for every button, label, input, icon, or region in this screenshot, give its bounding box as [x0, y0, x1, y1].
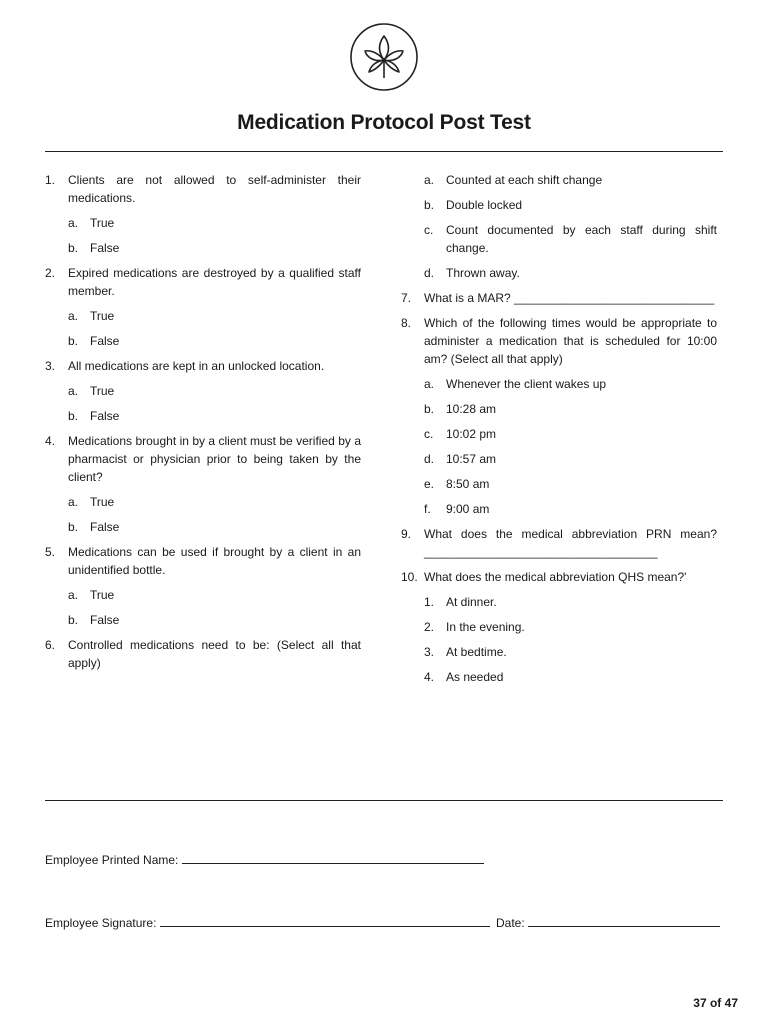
answer-option — [68, 407, 361, 425]
answer-option — [424, 500, 717, 518]
option-label: d. — [424, 266, 435, 280]
option-text: Double locked — [446, 198, 523, 212]
answer-option — [424, 668, 717, 686]
answer-option — [424, 425, 717, 443]
option-label: b. — [68, 613, 79, 627]
answer-option — [424, 618, 717, 636]
answer-option — [424, 475, 717, 493]
option-label: b. — [424, 198, 435, 212]
question-text: All medications are kept in an unlocked location. — [68, 359, 325, 373]
page-title: Medication Protocol Post Test — [237, 111, 531, 134]
date-row — [496, 915, 720, 930]
option-text: In the evening. — [446, 620, 525, 634]
question-item — [45, 432, 361, 486]
option-text: 10:02 pm — [446, 427, 497, 441]
date-label: Date: — [496, 916, 525, 930]
title-divider — [45, 151, 723, 152]
option-text: Count documented by each staff during shift change. — [446, 223, 717, 255]
page-current: 37 — [693, 996, 707, 1010]
option-label: 2. — [424, 620, 435, 634]
answer-option — [424, 375, 717, 393]
answer-option — [424, 221, 717, 257]
option-label: b. — [68, 409, 79, 423]
answer-option — [68, 493, 361, 511]
question-text: Which of the following times would be appropriate to administer a medication that is scheduled for 10:00 am? (Select all that apply) — [424, 316, 717, 366]
option-label: a. — [68, 588, 79, 602]
option-label: b. — [68, 520, 79, 534]
question-number: 7. — [401, 291, 412, 305]
option-text: At dinner. — [446, 595, 497, 609]
printed-name-field[interactable] — [182, 852, 484, 864]
option-label: 3. — [424, 645, 435, 659]
question-item — [401, 525, 717, 561]
option-text: Whenever the client wakes up — [446, 377, 607, 391]
option-label: f. — [424, 502, 431, 516]
option-label: d. — [424, 452, 435, 466]
option-text: True — [90, 216, 115, 230]
question-text: Medications can be used if brought by a client in an unidentified bottle. — [68, 545, 361, 577]
option-label: a. — [424, 377, 435, 391]
option-label: b. — [68, 241, 79, 255]
question-text: What does the medical abbreviation PRN mean? ___________________________________ — [424, 527, 717, 559]
signature-row — [45, 915, 490, 930]
answer-option — [68, 239, 361, 257]
option-text: False — [90, 409, 120, 423]
option-text: At bedtime. — [446, 645, 507, 659]
question-text: What is a MAR? ______________________________ — [424, 291, 715, 305]
question-text: Controlled medications need to be: (Select all that apply) — [68, 638, 361, 670]
question-item — [45, 543, 361, 579]
questions-left-column — [45, 171, 361, 679]
question-number: 10. — [401, 570, 418, 584]
option-text: True — [90, 309, 115, 323]
option-label: 4. — [424, 670, 435, 684]
answer-option — [424, 400, 717, 418]
answer-option — [68, 586, 361, 604]
option-text: Counted at each shift change — [446, 173, 603, 187]
signature-divider — [45, 800, 723, 801]
option-label: a. — [68, 495, 79, 509]
option-label: b. — [424, 402, 435, 416]
option-label: a. — [424, 173, 435, 187]
question-item — [401, 289, 717, 307]
answer-option — [424, 643, 717, 661]
questions-right-column — [401, 171, 717, 693]
answer-option — [68, 332, 361, 350]
question-number: 3. — [45, 359, 56, 373]
question-number: 4. — [45, 434, 56, 448]
option-text: 10:57 am — [446, 452, 497, 466]
option-text: False — [90, 520, 120, 534]
question-text: Medications brought in by a client must be verified by a pharmacist or physician prior to being taken by the client? — [68, 434, 361, 484]
option-text: 10:28 am — [446, 402, 497, 416]
option-label: 1. — [424, 595, 435, 609]
question-number: 6. — [45, 638, 56, 652]
leaf-logo-icon — [349, 22, 419, 92]
option-text: As needed — [446, 670, 504, 684]
option-label: e. — [424, 477, 435, 491]
answer-option — [424, 264, 717, 282]
question-text: Clients are not allowed to self-administer their medications. — [68, 173, 361, 205]
question-item — [401, 314, 717, 368]
question-item — [45, 264, 361, 300]
option-text: False — [90, 613, 120, 627]
option-label: a. — [68, 384, 79, 398]
answer-option — [424, 196, 717, 214]
option-text: True — [90, 588, 115, 602]
answer-option — [424, 593, 717, 611]
page-of: of — [709, 996, 722, 1010]
question-number: 2. — [45, 266, 56, 280]
date-field[interactable] — [528, 915, 720, 927]
option-text: Thrown away. — [446, 266, 520, 280]
option-label: b. — [68, 334, 79, 348]
question-text: Expired medications are destroyed by a qualified staff member. — [68, 266, 361, 298]
answer-option — [68, 518, 361, 536]
answer-option — [68, 382, 361, 400]
question-text: What does the medical abbreviation QHS mean?' — [424, 570, 687, 584]
answer-option — [68, 214, 361, 232]
question-item — [45, 357, 361, 375]
answer-option — [424, 450, 717, 468]
question-number: 8. — [401, 316, 412, 330]
option-text: 8:50 am — [446, 477, 490, 491]
option-label: a. — [68, 216, 79, 230]
signature-label: Employee Signature: — [45, 916, 157, 930]
question-number: 1. — [45, 173, 56, 187]
question-item — [401, 568, 717, 586]
printed-name-row — [45, 852, 484, 867]
option-text: False — [90, 241, 120, 255]
option-label: c. — [424, 427, 434, 441]
option-text: 9:00 am — [446, 502, 490, 516]
option-label: a. — [68, 309, 79, 323]
answer-option — [68, 307, 361, 325]
signature-field[interactable] — [160, 915, 490, 927]
option-label: c. — [424, 223, 434, 237]
question-item — [45, 171, 361, 207]
answer-option — [424, 171, 717, 189]
question-number: 9. — [401, 527, 412, 541]
page-total: 47 — [724, 996, 738, 1010]
page-number — [693, 996, 738, 1010]
question-number: 5. — [45, 545, 56, 559]
question-item — [45, 636, 361, 672]
option-text: True — [90, 384, 115, 398]
answer-option — [68, 611, 361, 629]
option-text: True — [90, 495, 115, 509]
printed-name-label: Employee Printed Name: — [45, 853, 179, 867]
option-text: False — [90, 334, 120, 348]
